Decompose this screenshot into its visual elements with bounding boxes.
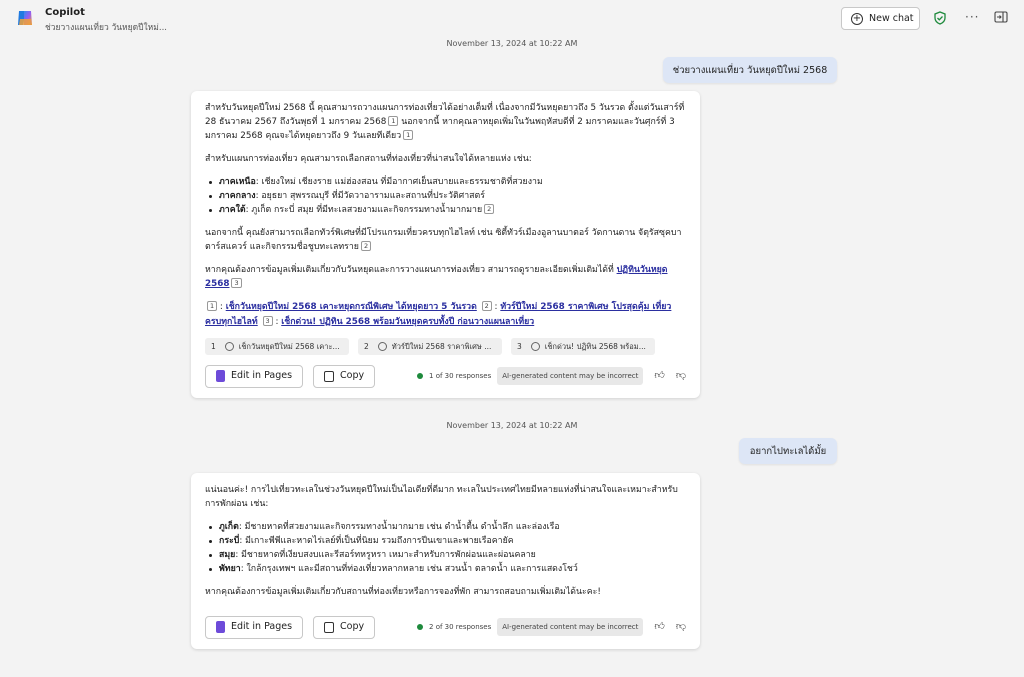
ai-response-card <box>191 473 700 649</box>
ai-notice-badge: AI-generated content may be incorrect <box>497 618 643 636</box>
citation-number: 3 <box>263 316 273 326</box>
top-bar <box>0 0 1024 36</box>
thumbs-up-icon[interactable]: 👍︎ <box>654 370 665 381</box>
source-chip[interactable]: 2 ทัวร์ปีใหม่ 2568 ราคาพิเศษ ... <box>358 338 502 355</box>
pages-icon <box>216 621 225 633</box>
list-item: ภาคเหนือ: เชียงใหม่ เชียงราย แม่ฮ่องสอน ที่มีอากาศเย็นสบายและธรรมชาติที่สวยงาม <box>205 175 686 189</box>
thumbs-down-icon[interactable]: 👎︎ <box>675 370 686 381</box>
response-count: 2 of 30 responses <box>429 623 492 631</box>
citation-marker[interactable]: 3 <box>231 278 241 288</box>
citation-list: 1 : เช็กวันหยุดปีใหม่ 2568 เคาะหยุดกรณีพิเศษ ได้หยุดยาว 5 วันรวด 2 : ทัวร์ปีใหม่ 2568 ราคาพิเศษ โปรสุดคุ้ม เที่ยวครบทุกไฮไลท์ 3 : เช็กด่วน! ปฏิทิน 2568 พร้อมวันหยุดครบทั้งปี ก่อนวางแผนลาเที่ยว <box>205 302 672 327</box>
shield-check-icon[interactable] <box>933 11 947 25</box>
globe-icon <box>531 342 540 351</box>
message-timestamp: November 13, 2024 at 10:22 AM <box>446 421 578 430</box>
response-list <box>205 520 686 576</box>
status-dot-icon <box>417 373 423 379</box>
edit-in-pages-button[interactable]: Edit in Pages <box>205 365 303 388</box>
copy-icon <box>324 622 334 633</box>
conversation-title: ช่วยวางแผนเที่ยว วันหยุดปีใหม่... <box>45 23 167 33</box>
copy-icon <box>324 371 334 382</box>
response-footer <box>205 615 686 639</box>
list-item: พัทยา: ใกล้กรุงเทพฯ และมีสถานที่ท่องเที่ยวหลากหลาย เช่น สวนน้ำ ตลาดน้ำ และการแสดงโชว์ <box>205 562 686 576</box>
response-list <box>205 175 686 217</box>
copy-button[interactable]: Copy <box>313 365 375 388</box>
list-item: กระบี่: มีเกาะพีพีและหาดไร่เลย์ที่เป็นที่นิยม รวมถึงการปีนเขาและพายเรือคายัค <box>205 534 686 548</box>
source-chip[interactable]: 3 เช็กด่วน! ปฏิทิน 2568 พร้อม... <box>511 338 655 355</box>
list-item: ภาคกลาง: อยุธยา สุพรรณบุรี ที่มีวัดวาอารามและสถานที่ประวัติศาสตร์ <box>205 189 686 203</box>
response-count: 1 of 30 responses <box>429 372 492 380</box>
thumbs-up-icon[interactable]: 👍︎ <box>654 621 665 632</box>
new-chat-button[interactable] <box>841 7 920 30</box>
citation-number: 1 <box>207 301 217 311</box>
response-paragraph: สำหรับวันหยุดปีใหม่ 2568 นี้ คุณสามารถวางแผนการท่องเที่ยวได้อย่างเต็มที่ เนื่องจากมีวันหยุดยาวถึง 5 วันรวด ตั้งแต่วันเสาร์ที่ 28 ธันวาคม 2567 ถึงวันพุธที่ 1 มกราคม 2568 1 นอกจากนี้ หากคุณลาหยุดเพิ่มในวันพฤหัสบดีที่ 2 มกราคมและวันศุกร์ที่ 3 มกราคม 2568 คุณจะได้หยุดยาวถึง 9 วันเลยทีเดียว 1 <box>205 103 685 141</box>
citation-link[interactable]: ทัวร์ปีใหม่ 2568 ราคาพิเศษ โปรสุดคุ้ม เที่ยวครบทุกไฮไลท์ <box>205 302 672 327</box>
list-item: ภาคใต้: ภูเก็ต กระบี่ สมุย ที่มีทะเลสวยงามและกิจกรรมทางน้ำมากมาย 2 <box>205 203 686 217</box>
globe-icon <box>378 342 387 351</box>
response-paragraph: สำหรับแผนการท่องเที่ยว คุณสามารถเลือกสถานที่ท่องเที่ยวที่น่าสนใจได้หลายแห่ง เช่น: <box>205 154 532 164</box>
user-message: อยากไปทะเลได้มั้ย <box>739 438 837 464</box>
citation-link[interactable]: เช็กวันหยุดปีใหม่ 2568 เคาะหยุดกรณีพิเศษ ได้หยุดยาว 5 วันรวด <box>225 302 477 312</box>
citation-marker[interactable]: 2 <box>361 241 371 251</box>
user-message: ช่วยวางแผนเที่ยว วันหยุดปีใหม่ 2568 <box>663 57 837 83</box>
list-item: สมุย: มีชายหาดที่เงียบสงบและรีสอร์ทหรูหรา เหมาะสำหรับการพักผ่อนและผ่อนคลาย <box>205 548 686 562</box>
response-paragraph: หากคุณต้องการข้อมูลเพิ่มเติมเกี่ยวกับสถานที่ท่องเที่ยวหรือการจองที่พัก สามารถสอบถามเพิ่มเติมได้นะคะ! <box>205 587 601 597</box>
source-chip[interactable]: 1 เช็กวันหยุดปีใหม่ 2568 เคาะ... <box>205 338 349 355</box>
copy-button[interactable]: Copy <box>313 616 375 639</box>
source-chips <box>205 338 686 355</box>
edit-in-pages-button[interactable]: Edit in Pages <box>205 616 303 639</box>
response-paragraph: หากคุณต้องการข้อมูลเพิ่มเติมเกี่ยวกับวันหยุดและการวางแผนการท่องเที่ยว สามารถดูรายละเอียดเพิ่มเติมได้ที่ ปฏิทินวันหยุด 2568 3 <box>205 265 668 289</box>
app-title: Copilot <box>45 7 85 18</box>
thumbs-down-icon[interactable]: 👎︎ <box>675 621 686 632</box>
response-paragraph: นอกจากนี้ คุณยังสามารถเลือกทัวร์พิเศษที่มีโปรแกรมเที่ยวครบทุกไฮไลท์ เช่น ซิตี้ทัวร์เมืองอูลานบาตอร์ วัดกานดาน จัตุรัสซุคบาตาร์สแควร์ และกิจกรรมชื่อชูบทะเลทราย 2 <box>205 228 682 252</box>
globe-icon <box>225 342 234 351</box>
citation-link[interactable]: เช็กด่วน! ปฏิทิน 2568 พร้อมวันหยุดครบทั้งปี ก่อนวางแผนลาเที่ยว <box>281 317 535 327</box>
copilot-logo-icon <box>15 8 35 28</box>
pages-icon <box>216 370 225 382</box>
add-chat-icon: + <box>852 12 862 24</box>
calendar-link[interactable]: ปฏิทินวันหยุด 2568 <box>205 265 668 289</box>
citation-number: 2 <box>482 301 492 311</box>
new-chat-label: New chat <box>869 13 914 24</box>
side-panel-icon[interactable] <box>994 11 1008 23</box>
status-dot-icon <box>417 624 423 630</box>
response-footer <box>205 364 686 388</box>
citation-marker[interactable]: 1 <box>388 116 398 126</box>
list-item: ภูเก็ต: มีชายหาดที่สวยงามและกิจกรรมทางน้ำมากมาย เช่น ดำน้ำตื้น ดำน้ำลึก และล่องเรือ <box>205 520 686 534</box>
citation-marker[interactable]: 1 <box>403 130 413 140</box>
message-timestamp: November 13, 2024 at 10:22 AM <box>446 39 578 48</box>
ai-response-card <box>191 91 700 398</box>
response-paragraph: แน่นอนค่ะ! การไปเที่ยวทะเลในช่วงวันหยุดปีใหม่เป็นไอเดียที่ดีมาก ทะเลในประเทศไทยมีหลายแห่งที่น่าสนใจและเหมาะสำหรับการพักผ่อน เช่น: <box>205 485 678 509</box>
more-options-icon[interactable]: ··· <box>965 10 980 24</box>
ai-notice-badge: AI-generated content may be incorrect <box>497 367 643 385</box>
citation-marker[interactable]: 2 <box>484 204 494 214</box>
